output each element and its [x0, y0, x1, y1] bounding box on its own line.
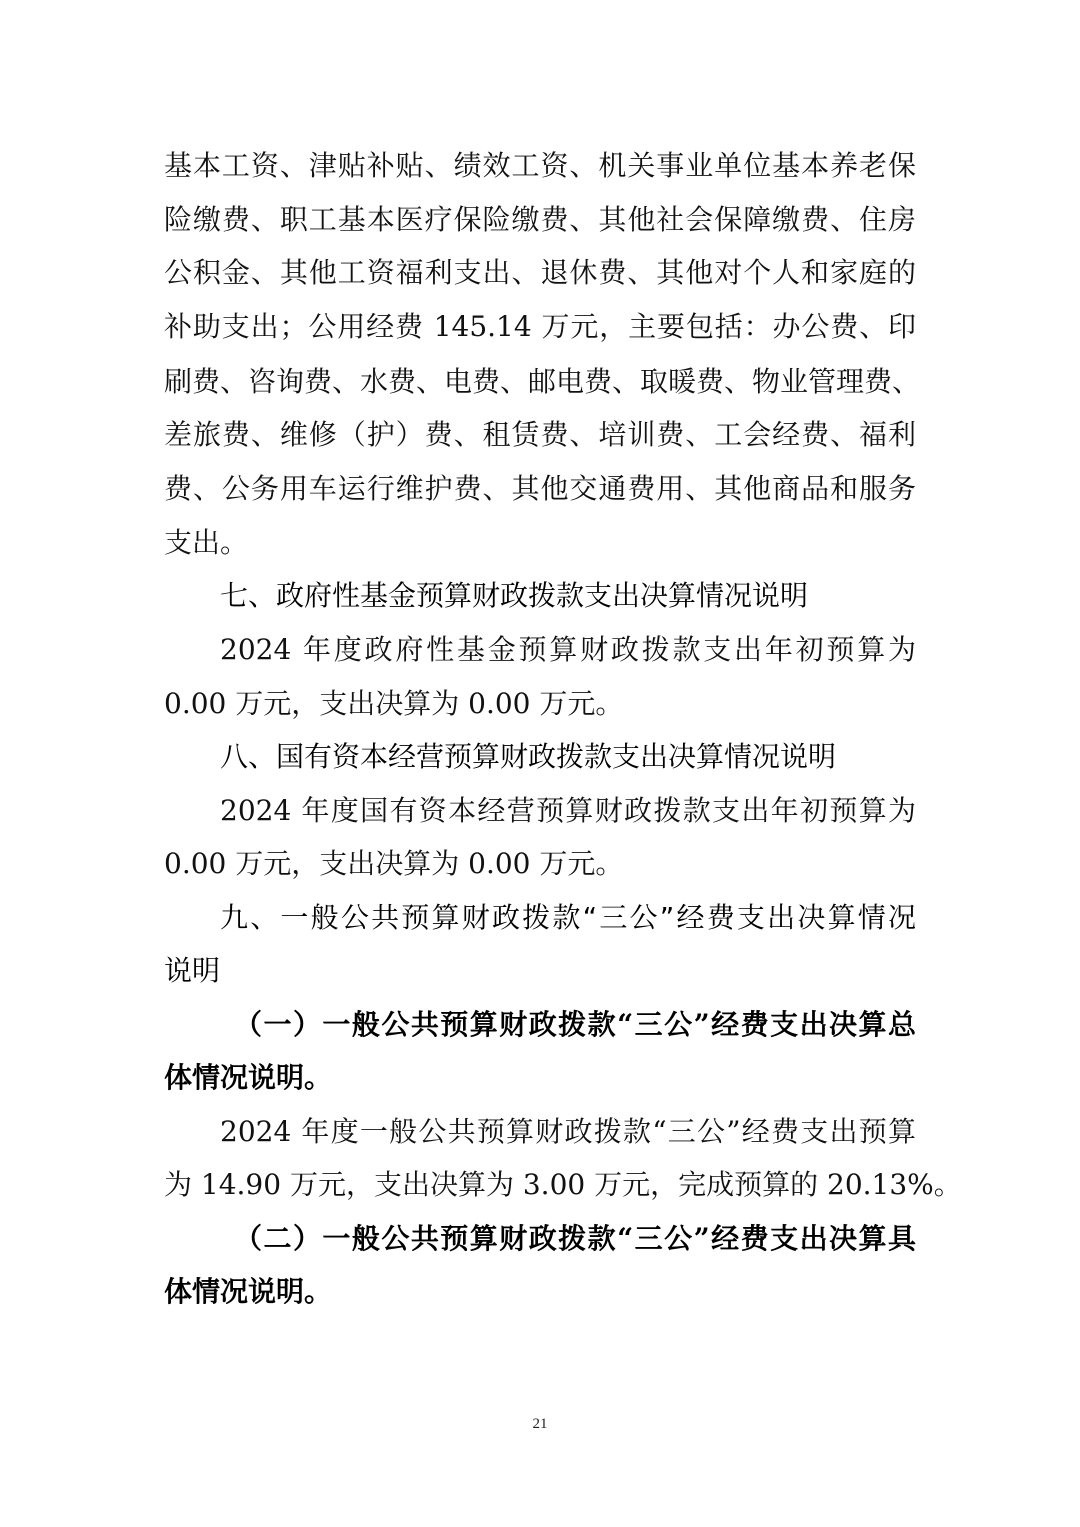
section-8-body-line: 0.00 万元，支出决算为 0.00 万元。: [164, 847, 624, 880]
paragraph-line: 公积金、其他工资福利支出、退休费、其他对个人和家庭的: [164, 256, 916, 289]
section-heading-9: 九、一般公共预算财政拨款“三公”经费支出决算情况: [220, 901, 916, 934]
paragraph-line: 支出。: [164, 526, 249, 559]
paragraph-line: 费、公务用车运行维护费、其他交通费用、其他商品和服务: [164, 472, 916, 505]
section-heading-8: 八、国有资本经营预算财政拨款支出决算情况说明: [220, 740, 837, 773]
paragraph-line: 基本工资、津贴补贴、绩效工资、机关事业单位基本养老保: [164, 149, 916, 182]
paragraph-line: 险缴费、职工基本医疗保险缴费、其他社会保障缴费、住房: [164, 203, 916, 236]
paragraph-line: 差旅费、维修（护）费、租赁费、培训费、工会经费、福利: [164, 418, 916, 451]
subsection-heading-1-cont: 体情况说明。: [164, 1061, 333, 1094]
section-7-body-line: 0.00 万元，支出决算为 0.00 万元。: [164, 687, 624, 720]
section-heading-7: 七、政府性基金预算财政拨款支出决算情况说明: [220, 579, 809, 612]
section-8-body-line: 2024 年度国有资本经营预算财政拨款支出年初预算为: [220, 794, 916, 827]
subsection-1-body-line: 2024 年度一般公共预算财政拨款“三公”经费支出预算: [220, 1115, 916, 1148]
page-number: 21: [532, 1416, 548, 1432]
section-heading-9-cont: 说明: [164, 954, 221, 987]
paragraph-line: 补助支出；公用经费 145.14 万元，主要包括：办公费、印: [164, 310, 916, 343]
subsection-heading-2-cont: 体情况说明。: [164, 1275, 333, 1308]
subsection-1-body-line: 为 14.90 万元，支出决算为 3.00 万元，完成预算的 20.13%。: [164, 1168, 962, 1201]
paragraph-line: 刷费、咨询费、水费、电费、邮电费、取暖费、物业管理费、: [164, 365, 921, 398]
section-7-body-line: 2024 年度政府性基金预算财政拨款支出年初预算为: [220, 633, 916, 666]
subsection-heading-2: （二）一般公共预算财政拨款“三公”经费支出决算具: [234, 1222, 916, 1255]
subsection-heading-1: （一）一般公共预算财政拨款“三公”经费支出决算总: [234, 1008, 916, 1041]
